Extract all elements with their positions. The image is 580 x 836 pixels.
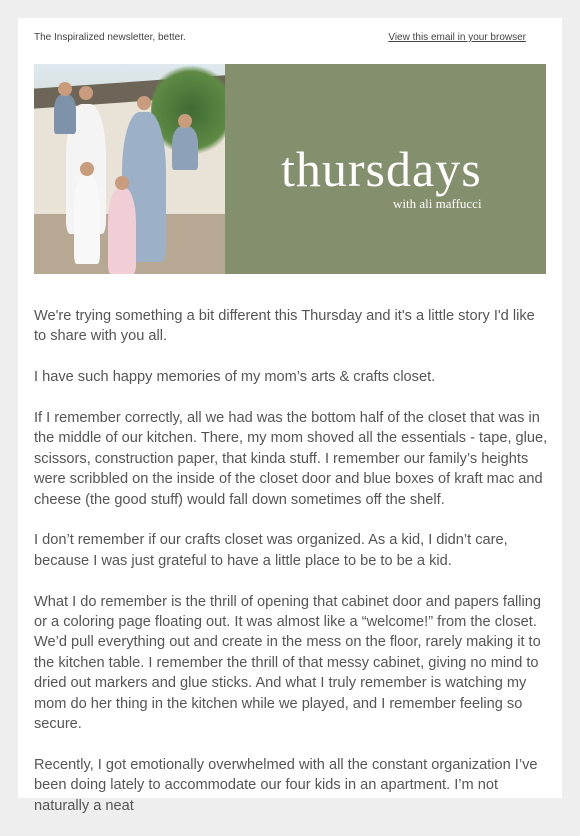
body-paragraph: What I do remember is the thrill of opening that cabinet door and papers falling or a coloring page floating out. It was almost like a “welcome!” from the closet. We’d pull everything out and create in the mess on the floor, rarely making it to the kitchen table. I remember the thrill of that messy cabinet, giving no mind to dried out markers and glue sticks. And what I truly remember is watching my mom do her thing in the kitchen while we played, and I remember feeling so secure. — [34, 593, 542, 733]
hero-banner — [34, 64, 546, 274]
preheader-text: The Inspiralized newsletter, better. — [34, 32, 186, 43]
body-paragraph: Recently, I got emotionally overwhelmed with all the constant organization I’ve been doing lately to accommodate our four kids in an apartment. I’m not naturally a neat — [34, 756, 538, 814]
body-paragraph: We're trying something a bit different this Thursday and it's a little story I'd like to share with you all. — [34, 308, 535, 345]
body-paragraph: I have such happy memories of my mom’s arts & crafts closet. — [34, 369, 436, 386]
view-in-browser-link[interactable]: View this email in your browser — [388, 32, 526, 43]
newsletter-title-banner — [225, 64, 546, 274]
email-body — [34, 306, 550, 836]
body-paragraph: I don’t remember if our crafts closet was organized. As a kid, I didn’t care, because I was just grateful to have a little place to be to be a kid. — [34, 532, 508, 569]
newsletter-subtitle: with ali maffucci — [393, 196, 482, 211]
newsletter-title: thursdays — [281, 141, 482, 197]
email-card — [18, 18, 562, 814]
email-topbar — [34, 32, 546, 48]
family-photo — [34, 64, 225, 274]
body-paragraph: If I remember correctly, all we had was the bottom half of the closet that was in the middle of our kitchen. There, my mom shoved all the essentials - tape, glue, scissors, construction paper, that kinda stuff. I remember our family’s heights were scribbled on the inside of the closet door and blue boxes of kraft mac and cheese (the good stuff) would fall down sometimes off the shelf. — [34, 410, 548, 508]
